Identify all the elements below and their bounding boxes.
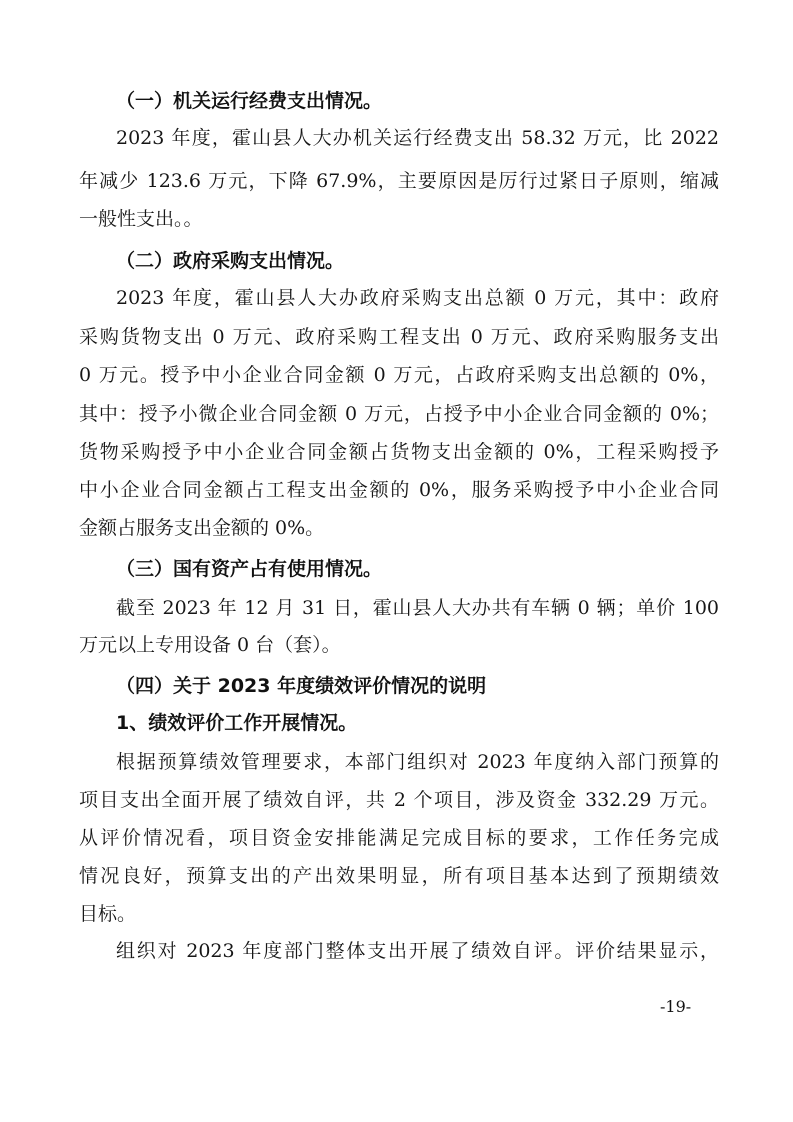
paragraph-line: 0 万元。授予中小企业合同金额 0 万元，占政府采购支出总额的 0%， bbox=[79, 364, 719, 386]
page-number: -19- bbox=[660, 997, 692, 1016]
subsection-heading: 1、绩效评价工作开展情况。 bbox=[116, 712, 358, 734]
paragraph-line: 从评价情况看，项目资金安排能满足完成目标的要求，工作任务完成 bbox=[79, 827, 719, 849]
paragraph-line: 采购货物支出 0 万元、政府采购工程支出 0 万元、政府采购服务支出 bbox=[79, 326, 719, 348]
section-heading-1: （一）机关运行经费支出情况。 bbox=[116, 90, 383, 112]
paragraph-line: 根据预算绩效管理要求，本部门组织对 2023 年度纳入部门预算的 bbox=[116, 751, 719, 773]
paragraph-line: 情况良好，预算支出的产出效果明显，所有项目基本达到了预期绩效 bbox=[79, 865, 719, 887]
paragraph-line: 2023 年度，霍山县人大办政府采购支出总额 0 万元，其中：政府 bbox=[116, 287, 719, 309]
paragraph-line: 截至 2023 年 12 月 31 日，霍山县人大办共有车辆 0 辆；单价 100 bbox=[116, 597, 719, 619]
paragraph-line: 其中：授予小微企业合同金额 0 万元，占授予中小企业合同金额的 0%； bbox=[79, 403, 719, 425]
section-heading-3: （三）国有资产占有使用情况。 bbox=[116, 558, 383, 580]
section-heading-2: （二）政府采购支出情况。 bbox=[116, 250, 345, 272]
paragraph-line: 万元以上专用设备 0 台（套）。 bbox=[79, 634, 341, 656]
paragraph-line: 项目支出全面开展了绩效自评，共 2 个项目，涉及资金 332.29 万元。 bbox=[79, 789, 719, 811]
paragraph-line: 货物采购授予中小企业合同金额占货物支出金额的 0%，工程采购授予 bbox=[79, 441, 719, 463]
paragraph-line: 年减少 123.6 万元，下降 67.9%，主要原因是厉行过紧日子原则，缩减 bbox=[79, 170, 719, 192]
paragraph-line: 中小企业合同金额占工程支出金额的 0%，服务采购授予中小企业合同 bbox=[79, 479, 719, 501]
paragraph-line: 2023 年度，霍山县人大办机关运行经费支出 58.32 万元，比 2022 bbox=[116, 127, 719, 149]
paragraph-line: 组织对 2023 年度部门整体支出开展了绩效自评。评价结果显示， bbox=[116, 940, 719, 962]
paragraph-line: 目标。 bbox=[79, 903, 137, 925]
paragraph-line: 金额占服务支出金额的 0%。 bbox=[79, 517, 325, 539]
section-heading-4: （四）关于 2023 年度绩效评价情况的说明 bbox=[116, 675, 487, 697]
paragraph-line: 一般性支出。。 bbox=[79, 208, 203, 230]
